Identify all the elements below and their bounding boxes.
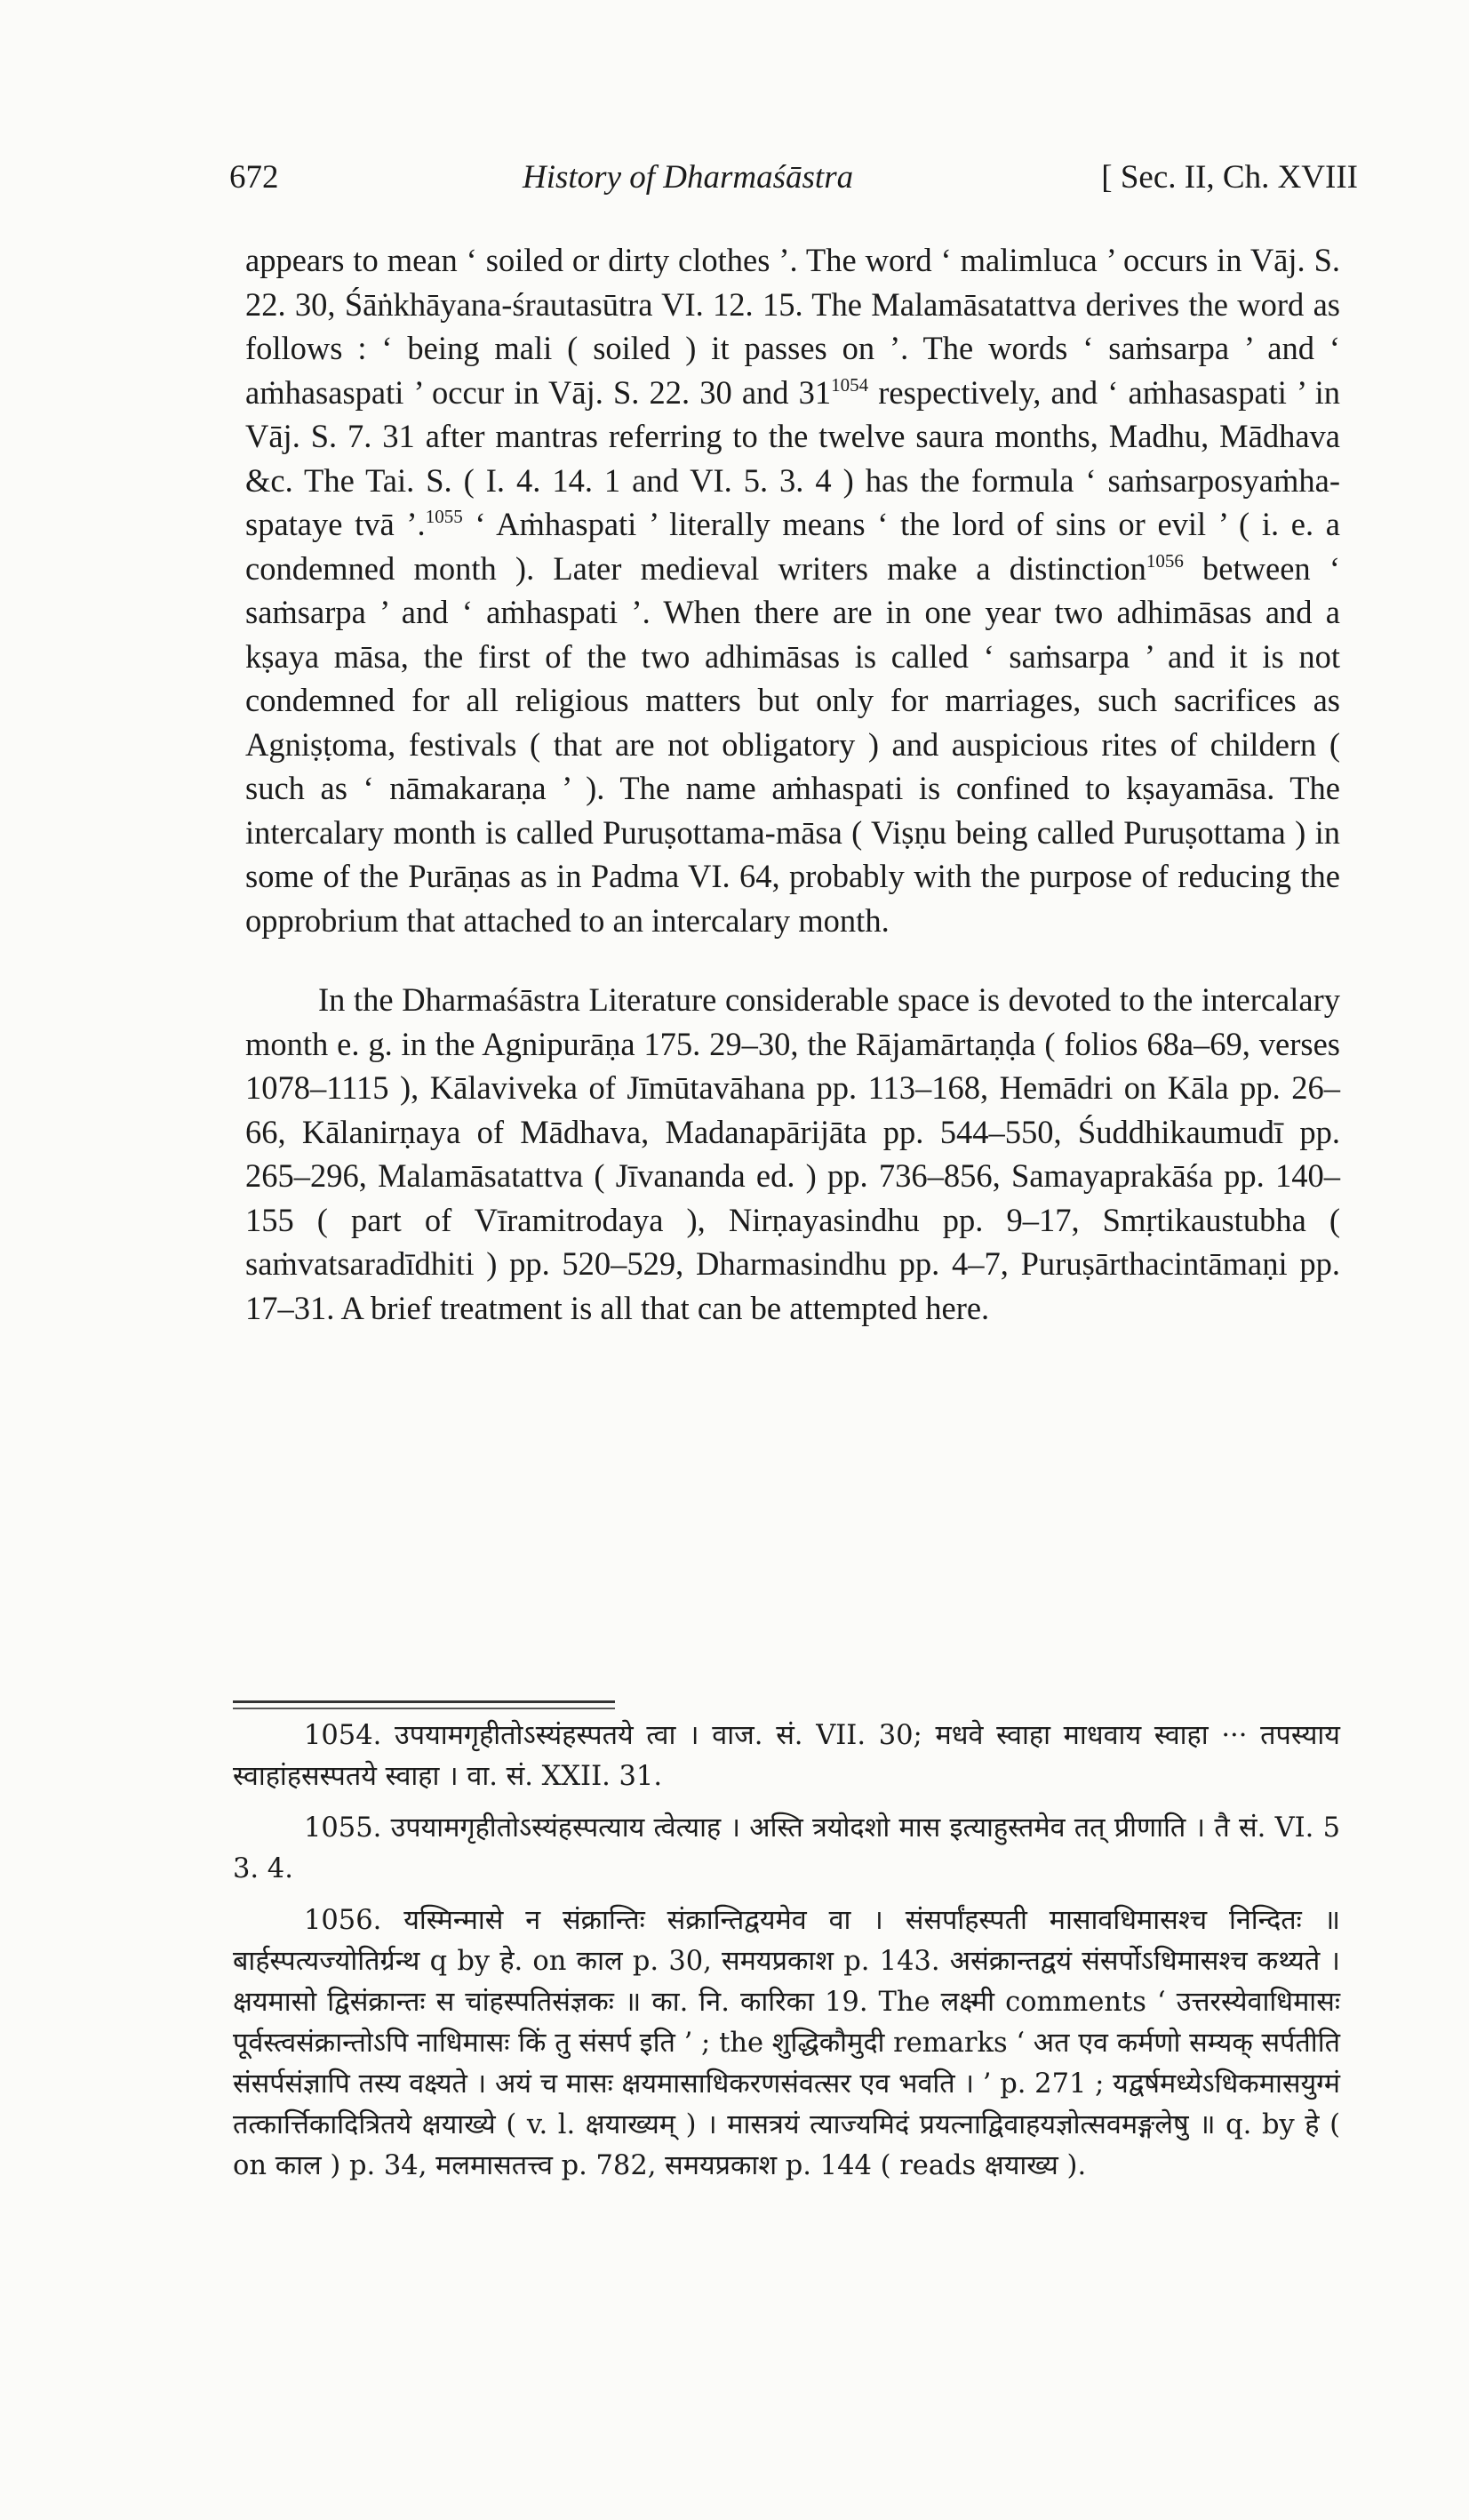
footnote-text: यस्मिन्मासे न संक्रान्तिः संक्रान्तिद्वयमेव वा । संसर्पांहस्पती मासावधिमासश्च निन्दितः ॥ बार्हस्पत्यज्योतिर्ग्रन्थ q by हे. on काल p. 30, समयप्रकाश p. 143. असंक्रान्तद्वयं संसर्पोऽधिमासश्च कथ्यते । क्षयमासो द्विसंक्रान्तः स चांहस्पतिसंज्ञकः ॥ का. नि. कारिका 19. The लक्ष्मी comments ‘ उत्तरस्येवाधिमासः पूर्वस्त्वसंक्रान्तोऽपि नाधिमासः किं तु संसर्प इति ’ ; the शुद्धिकौमुदी remarks ‘ अत एव कर्मणो सम्यक् सर्पतीति संसर्पसंज्ञापि तस्य वक्ष्यते । अयं च मासः क्षयमासाधिकरणसंवत्सर एव भवति । ’ p. 271 ; यद्वर्षमध्येऽधिकमासयुग्मं तत्कार्त्तिकादित्रितये क्षयाख्ये ( v. l. क्षयाख्यम् ) । मासत्रयं त्याज्यमिदं प्रयत्नाद्विवाहयज्ञोत्सवमङ्गलेषु ॥ q. by हे ( on काल ) p. 34, मलमासतत्त्व p. 782, समयप्रकाश p. 144 ( reads क्षयाख्य ). <box>233 1905 1340 2181</box>
page-number: 672 <box>229 159 279 196</box>
footnote-number: 1056. <box>304 1905 382 1936</box>
running-header <box>229 158 1358 212</box>
footnote-divider-double <box>233 1708 615 1709</box>
running-title: History of Dharmaśāstra <box>523 159 854 196</box>
paragraph-1-part-b: respectively, and ‘ aṁhasaspati ’ in Vāj. S. 7. 31 after mantras referring to the twelve saura months, Madhu, Mādhava &c. The Tai. S. ( I. 4. 14. 1 and VI. 5. 3. 4 ) has the formula ‘ saṁsarposyaṁha-spataye tvā ’. <box>245 373 1340 542</box>
paragraph-1-part-d: between ‘ saṁsarpa ’ and ‘ aṁhaspati ’. When there are in one year two adhimāsas and a kṣaya māsa, the first of the two adhimāsas is called ‘ saṁsarpa ’ and it is not condemned for all religious matters but only for marriages, such sacrifices as Agniṣṭoma, festivals ( that are not obligatory ) and auspicious rites of childern ( such as ‘ nāmakaraṇa ’ ). The name aṁhaspati is confined to kṣayamāsa. The intercalary month is called Puruṣottama-māsa ( Viṣṇu being called Puruṣottama ) in some of the Purāṇas as in Padma VI. 64, probably with the purpose of reducing the opprobrium that attached to an intercalary month. <box>245 549 1340 939</box>
paragraph-1-part-a: appears to mean ‘ soiled or dirty clothes ’. The word ‘ malimluca ’ occurs in Vāj. S. 22. 30, Śāṅkhāyana-śrautasūtra VI. 12. 15. The Malamāsatattva derives the word as follows : ‘ being mali ( soiled ) it passes on ’. The words ‘ saṁsarpa ’ and ‘ aṁhasaspati ’ occur in Vāj. S. 22. 30 and 31 <box>245 242 1340 411</box>
body-text <box>245 238 1340 1330</box>
footnotes <box>233 1716 1340 2187</box>
paragraph-2: In the Dharmaśāstra Literature considerable space is devoted to the intercalary month e. g. in the Agnipurāṇa 175. 29–30, the Rājamārtaṇḍa ( folios 68a–69, verses 1078–1115 ), Kālaviveka of Jīmūtavāhana pp. 113–168, Hemādri on Kāla pp. 26–66, Kālanirṇaya of Mādhava, Madanapārijāta pp. 544–550, Śuddhikaumudī pp. 265–296, Malamāsatattva ( Jīvananda ed. ) pp. 736–856, Samayaprakāśa pp. 140–155 ( part of Vīramitrodaya ), Nirṇayasindhu pp. 9–17, Smṛtikaustubha ( saṁvatsaradīdhiti ) pp. 520–529, Dharmasindhu pp. 4–7, Puruṣārthacintāmaṇi pp. 17–31. A brief treatment is all that can be attempted here. <box>245 981 1340 1326</box>
footnote-ref-1055: 1055 <box>425 506 463 527</box>
footnote-ref-1056: 1056 <box>1146 549 1184 572</box>
section-reference: [ Sec. II, Ch. XVIII <box>1101 159 1358 196</box>
footnote-divider <box>233 1700 615 1703</box>
footnote-text: उपयामगृहीतोऽस्यंहस्पत्याय त्वेत्याह । अस्ति त्रयोदशो मास इत्याहुस्तमेव तत् प्रीणाति । तै सं. VI. 5 3. 4. <box>233 1812 1340 1884</box>
paragraph-1 <box>245 238 1340 942</box>
paragraph-1-part-c: ‘ Aṁhaspati ’ literally means ‘ the lord of sins or evil ’ ( i. e. a condemned month ). Later medieval writers make a distinction <box>245 506 1340 587</box>
footnote-1054 <box>233 1716 1340 1797</box>
footnote-number: 1054. <box>304 1720 382 1751</box>
footnote-1055 <box>233 1808 1340 1890</box>
footnote-text: उपयामगृहीतोऽस्यंहस्पतये त्वा । वाज. सं. VII. 30; मधवे स्वाहा माधवाय स्वाहा ··· तपस्याय स्वाहांहसस्पतये स्वाहा । वा. सं. XXII. 31. <box>233 1720 1340 1792</box>
footnote-ref-1054: 1054 <box>831 373 869 396</box>
footnote-number: 1055. <box>304 1812 382 1844</box>
footnote-1056 <box>233 1900 1340 2187</box>
